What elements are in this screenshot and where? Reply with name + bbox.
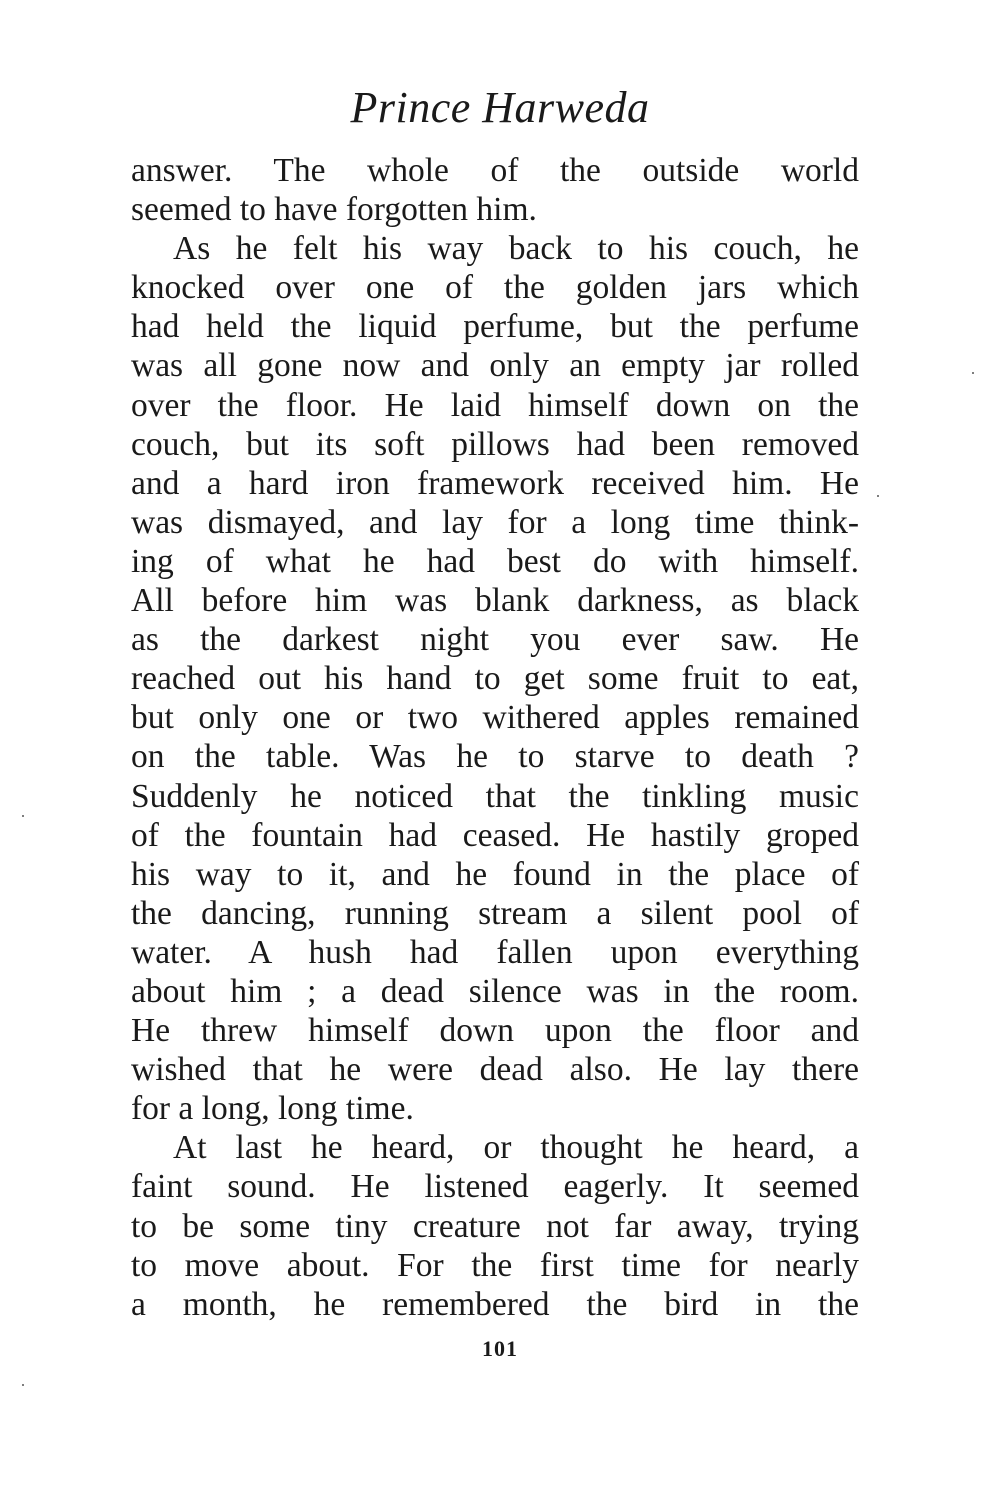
text-line: of the fountain had ceased. He hastily groped xyxy=(131,816,859,854)
print-speck xyxy=(22,815,24,817)
text-line: to be some tiny creature not far away, trying xyxy=(131,1207,859,1245)
text-line: had held the liquid perfume, but the perfume xyxy=(131,308,859,346)
text-line: Suddenly he noticed that the tinkling music xyxy=(131,777,859,815)
text-line: answer. The whole of the outside world xyxy=(131,152,859,189)
text-line: over the floor. He laid himself down on the xyxy=(131,386,859,424)
text-line: but only one or two withered apples remained xyxy=(131,699,859,737)
text-line: knocked over one of the golden jars which xyxy=(131,269,859,307)
text-line: couch, but its soft pillows had been removed xyxy=(131,425,859,463)
text-line: He threw himself down upon the floor and xyxy=(131,1012,859,1050)
text-line: As he felt his way back to his couch, he xyxy=(173,230,859,268)
text-line: was all gone now and only an empty jar rolled xyxy=(131,347,859,385)
page-number: 101 xyxy=(482,1336,518,1361)
text-line: to move about. For the first time for nearly xyxy=(131,1246,859,1284)
text-line: At last he heard, or thought he heard, a xyxy=(173,1129,859,1167)
print-speck xyxy=(972,372,974,374)
text-line: about him ; a dead silence was in the room. xyxy=(131,972,859,1010)
text-line: his way to it, and he found in the place of xyxy=(131,855,859,893)
text-line: the dancing, running stream a silent pool of xyxy=(131,894,859,932)
running-head: Prince Harweda xyxy=(350,83,650,132)
text-line: for a long, long time. xyxy=(131,1090,414,1128)
text-line: on the table. Was he to starve to death ? xyxy=(131,738,859,776)
print-speck xyxy=(22,1384,24,1386)
text-line: seemed to have forgotten him. xyxy=(131,191,537,229)
text-line: water. A hush had fallen upon everything xyxy=(131,933,859,971)
body-text xyxy=(131,151,859,1324)
text-line: reached out his hand to get some fruit to eat, xyxy=(131,660,859,698)
text-line: was dismayed, and lay for a long time think- xyxy=(131,503,859,541)
text-line: ing of what he had best do with himself. xyxy=(131,542,859,580)
text-line: as the darkest night you ever saw. He xyxy=(131,621,859,659)
text-line: faint sound. He listened eagerly. It seemed xyxy=(131,1168,859,1206)
print-speck xyxy=(877,495,879,497)
text-line: a month, he remembered the bird in the xyxy=(131,1285,859,1323)
text-line: and a hard iron framework received him. He xyxy=(131,464,859,502)
text-line: wished that he were dead also. He lay there xyxy=(131,1051,859,1089)
text-line: All before him was blank darkness, as black xyxy=(131,582,859,620)
